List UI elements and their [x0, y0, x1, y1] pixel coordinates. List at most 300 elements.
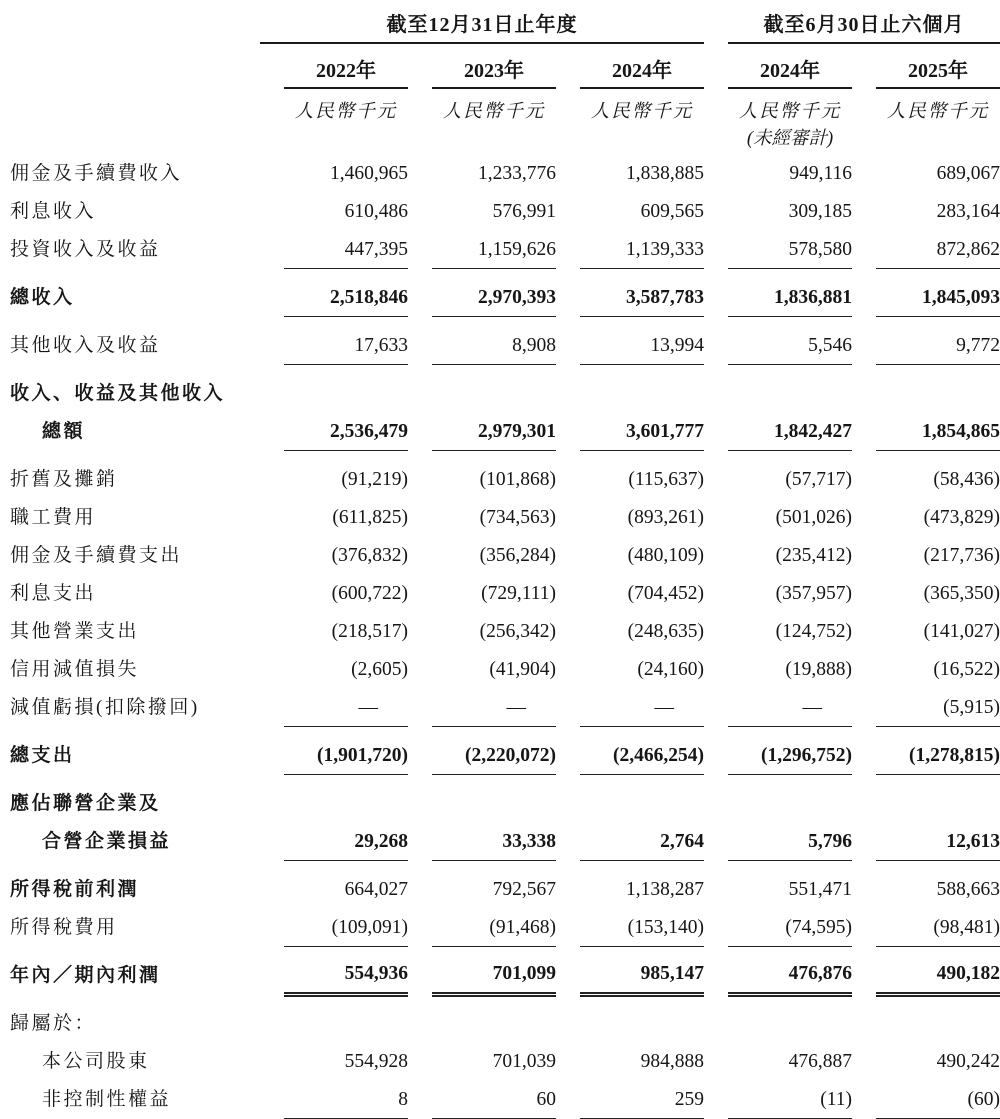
spacer — [852, 268, 876, 316]
value-cell: (480,109) — [627, 545, 705, 566]
table-row — [10, 908, 1000, 946]
row-label: 其他營業支出 — [10, 621, 140, 642]
spacer — [852, 1080, 876, 1118]
value-cell: 701,039 — [492, 1051, 556, 1072]
spacer — [260, 946, 284, 994]
spacer — [852, 822, 876, 860]
spacer — [10, 123, 728, 154]
value-cell: (1,901,720) — [284, 726, 408, 774]
value-cell: 8,908 — [432, 316, 556, 364]
value-cell: 554,928 — [344, 1051, 408, 1072]
value-cell: 984,888 — [640, 1051, 705, 1072]
value-cell: 33,338 — [432, 822, 556, 860]
value-cell: (356,284) — [479, 545, 556, 566]
spacer — [408, 650, 432, 688]
spacer — [852, 364, 876, 412]
spacer — [260, 268, 284, 316]
value-cell: 447,395 — [284, 230, 408, 268]
spacer — [852, 230, 876, 268]
value-cell: (115,637) — [628, 469, 705, 490]
value-cell — [284, 994, 408, 1042]
value-cell: 259 — [580, 1080, 704, 1118]
spacer — [852, 498, 876, 536]
value-cell: (218,517) — [331, 621, 408, 642]
value-cell: (24,160) — [637, 659, 705, 680]
value-cell: (41,904) — [489, 659, 556, 680]
spacer — [260, 860, 284, 908]
spacer — [556, 450, 580, 498]
spacer — [852, 774, 876, 822]
row-label: 年內／期內利潤 — [10, 965, 161, 986]
column-header-2023: 2023年 — [432, 43, 556, 88]
spacer — [408, 822, 432, 860]
table-row — [10, 536, 1000, 574]
spacer — [408, 364, 432, 412]
value-cell: 490,182 — [876, 946, 1000, 994]
table-body — [10, 154, 1000, 1118]
spacer — [852, 860, 876, 908]
spacer — [852, 650, 876, 688]
spacer — [260, 688, 284, 726]
table-row — [10, 726, 1000, 774]
currency-unit: 人民幣千元 — [442, 102, 546, 122]
year-row — [10, 43, 1000, 88]
value-cell: (19,888) — [785, 659, 853, 680]
value-cell: (124,752) — [775, 621, 853, 642]
row-label: 折舊及攤銷 — [10, 469, 118, 490]
value-cell — [432, 774, 556, 822]
spacer — [704, 268, 728, 316]
spacer — [852, 536, 876, 574]
table-row — [10, 154, 1000, 192]
spacer — [852, 450, 876, 498]
value-cell: 872,862 — [876, 230, 1000, 268]
currency-unit: 人民幣千元 — [294, 102, 398, 122]
value-cell: (365,350) — [923, 583, 1000, 604]
value-cell: (141,027) — [923, 621, 1000, 642]
spacer — [556, 774, 580, 822]
spacer — [556, 412, 580, 450]
value-cell: 2,518,846 — [284, 268, 408, 316]
value-cell: (91,468) — [432, 908, 556, 946]
spacer — [556, 908, 580, 946]
value-cell: (235,412) — [775, 545, 853, 566]
spacer — [556, 860, 580, 908]
value-cell: 2,536,479 — [284, 412, 408, 450]
spacer — [408, 612, 432, 650]
spacer — [852, 946, 876, 994]
spacer — [852, 994, 876, 1042]
value-cell: (704,452) — [627, 583, 705, 604]
value-cell — [728, 994, 852, 1042]
value-cell: (600,722) — [331, 583, 408, 604]
value-cell: (248,635) — [627, 621, 705, 642]
value-cell — [432, 994, 556, 1042]
spacer — [260, 994, 284, 1042]
value-cell: 1,138,287 — [626, 879, 705, 900]
value-cell: (1,296,752) — [728, 726, 852, 774]
value-cell — [728, 364, 852, 412]
value-cell: (98,481) — [876, 908, 1000, 946]
spacer — [704, 612, 728, 650]
row-label: 合營企業損益 — [42, 831, 172, 852]
row-label: 利息收入 — [10, 201, 97, 222]
value-cell: 1,854,865 — [876, 412, 1000, 450]
spacer — [852, 43, 876, 88]
table-row — [10, 498, 1000, 536]
value-cell: (473,829) — [923, 507, 1000, 528]
spacer — [704, 908, 728, 946]
table-row — [10, 612, 1000, 650]
value-cell: (734,563) — [479, 507, 556, 528]
table-row — [10, 688, 1000, 726]
value-cell: — — [432, 688, 556, 726]
table-row — [10, 412, 1000, 450]
unit-row — [10, 88, 1000, 123]
table-row — [10, 1042, 1000, 1080]
row-label: 歸屬於： — [10, 1013, 97, 1034]
value-cell: 792,567 — [492, 879, 556, 900]
value-cell: (57,717) — [785, 469, 853, 490]
value-cell: (91,219) — [341, 469, 408, 490]
spacer — [852, 192, 876, 230]
table-row — [10, 574, 1000, 612]
column-header-2024-interim: 2024年 — [728, 43, 852, 88]
value-cell: 1,460,965 — [330, 163, 408, 184]
value-cell: (101,868) — [479, 469, 556, 490]
spacer — [704, 450, 728, 498]
currency-unit: 人民幣千元 — [886, 102, 990, 122]
spacer — [10, 88, 260, 123]
spacer — [852, 412, 876, 450]
spacer — [10, 6, 260, 43]
spacer — [408, 88, 432, 123]
value-cell: 985,147 — [580, 946, 704, 994]
table-row — [10, 1080, 1000, 1118]
spacer — [10, 43, 260, 88]
value-cell: 490,242 — [936, 1051, 1000, 1072]
spacer — [408, 774, 432, 822]
value-cell: (1,278,815) — [876, 726, 1000, 774]
row-label: 減值虧損(扣除撥回) — [10, 697, 200, 718]
table-row — [10, 450, 1000, 498]
column-group-row — [10, 6, 1000, 43]
value-cell: 664,027 — [344, 879, 408, 900]
row-label: 收入、收益及其他收入 — [10, 383, 226, 404]
value-cell: — — [580, 688, 704, 726]
spacer — [408, 450, 432, 498]
spacer — [408, 154, 432, 192]
spacer — [852, 123, 1000, 154]
value-cell: (58,436) — [933, 469, 1000, 490]
spacer — [260, 450, 284, 498]
value-cell — [580, 364, 704, 412]
value-cell: 29,268 — [284, 822, 408, 860]
spacer — [408, 268, 432, 316]
value-cell: 949,116 — [789, 163, 853, 184]
spacer — [704, 946, 728, 994]
row-label: 總額 — [42, 421, 86, 442]
spacer — [704, 650, 728, 688]
value-cell: 283,164 — [936, 201, 1000, 222]
spacer — [260, 908, 284, 946]
spacer — [408, 908, 432, 946]
spacer — [704, 1042, 728, 1080]
value-cell — [580, 994, 704, 1042]
spacer — [704, 774, 728, 822]
spacer — [852, 154, 876, 192]
spacer — [260, 1042, 284, 1080]
spacer — [260, 316, 284, 364]
spacer — [852, 612, 876, 650]
row-label: 本公司股東 — [42, 1051, 150, 1072]
spacer — [408, 994, 432, 1042]
value-cell: (109,091) — [284, 908, 408, 946]
spacer — [704, 1080, 728, 1118]
table-row — [10, 268, 1000, 316]
spacer — [260, 1080, 284, 1118]
spacer — [260, 726, 284, 774]
value-cell: 17,633 — [284, 316, 408, 364]
spacer — [556, 574, 580, 612]
row-label: 其他收入及收益 — [10, 335, 161, 356]
row-label: 總支出 — [10, 745, 75, 766]
spacer — [408, 43, 432, 88]
spacer — [704, 6, 728, 43]
spacer — [260, 498, 284, 536]
value-cell: (5,915) — [876, 688, 1000, 726]
spacer — [408, 316, 432, 364]
value-cell: (60) — [876, 1080, 1000, 1118]
spacer — [704, 154, 728, 192]
spacer — [408, 688, 432, 726]
table-row — [10, 774, 1000, 822]
spacer — [408, 1080, 432, 1118]
value-cell: 2,764 — [580, 822, 704, 860]
spacer — [556, 536, 580, 574]
row-label: 所得稅前利潤 — [10, 879, 140, 900]
spacer — [704, 860, 728, 908]
spacer — [408, 574, 432, 612]
table-row — [10, 860, 1000, 908]
value-cell: 701,099 — [432, 946, 556, 994]
spacer — [852, 1042, 876, 1080]
row-label: 所得稅費用 — [10, 917, 118, 938]
spacer — [260, 574, 284, 612]
spacer — [852, 908, 876, 946]
spacer — [556, 230, 580, 268]
spacer — [556, 650, 580, 688]
value-cell: 12,613 — [876, 822, 1000, 860]
value-cell: (74,595) — [728, 908, 852, 946]
value-cell: (256,342) — [479, 621, 556, 642]
value-cell: — — [284, 688, 408, 726]
spacer — [556, 612, 580, 650]
spacer — [408, 1042, 432, 1080]
value-cell: 1,233,776 — [478, 163, 556, 184]
value-cell: (893,261) — [627, 507, 705, 528]
spacer — [704, 88, 728, 123]
spacer — [556, 994, 580, 1042]
year-group-header: 截至12月31日止年度 — [260, 6, 704, 43]
value-cell: 576,991 — [492, 201, 556, 222]
value-cell: 13,994 — [580, 316, 704, 364]
spacer — [260, 650, 284, 688]
value-cell: 9,772 — [876, 316, 1000, 364]
spacer — [704, 994, 728, 1042]
spacer — [556, 88, 580, 123]
spacer — [260, 154, 284, 192]
spacer — [556, 822, 580, 860]
spacer — [704, 364, 728, 412]
value-cell — [284, 364, 408, 412]
spacer — [408, 946, 432, 994]
unaudited-note: (未經審計) — [746, 129, 834, 149]
table-row — [10, 946, 1000, 994]
value-cell: (376,832) — [331, 545, 408, 566]
spacer — [556, 498, 580, 536]
spacer — [556, 946, 580, 994]
column-header-2022: 2022年 — [284, 43, 408, 88]
income-statement — [10, 6, 1000, 1119]
value-cell: 1,836,881 — [728, 268, 852, 316]
value-cell — [876, 994, 1000, 1042]
table-row — [10, 650, 1000, 688]
row-label: 職工費用 — [10, 507, 97, 528]
spacer — [704, 574, 728, 612]
value-cell — [876, 774, 1000, 822]
value-cell: 3,601,777 — [580, 412, 704, 450]
value-cell — [432, 364, 556, 412]
row-label: 投資收入及收益 — [10, 239, 161, 260]
value-cell: 578,580 — [728, 230, 852, 268]
value-cell: (2,466,254) — [580, 726, 704, 774]
spacer — [260, 536, 284, 574]
value-cell: (611,825) — [332, 507, 408, 528]
value-cell: 610,486 — [344, 201, 408, 222]
spacer — [556, 1042, 580, 1080]
spacer — [704, 316, 728, 364]
value-cell: 2,970,393 — [432, 268, 556, 316]
spacer — [260, 612, 284, 650]
value-cell: 1,845,093 — [876, 268, 1000, 316]
spacer — [260, 43, 284, 88]
table-row — [10, 994, 1000, 1042]
value-cell: 689,067 — [936, 163, 1000, 184]
row-label: 利息支出 — [10, 583, 97, 604]
spacer — [556, 1080, 580, 1118]
value-cell — [284, 774, 408, 822]
value-cell: 60 — [432, 1080, 556, 1118]
value-cell: 5,796 — [728, 822, 852, 860]
value-cell: 1,159,626 — [432, 230, 556, 268]
value-cell: (217,736) — [923, 545, 1000, 566]
spacer — [408, 230, 432, 268]
spacer — [852, 316, 876, 364]
spacer — [556, 364, 580, 412]
currency-unit: 人民幣千元 — [590, 102, 694, 122]
value-cell: (2,605) — [351, 659, 408, 680]
spacer — [408, 412, 432, 450]
spacer — [704, 43, 728, 88]
value-cell: 1,838,885 — [626, 163, 705, 184]
spacer — [260, 774, 284, 822]
value-cell: 8 — [284, 1080, 408, 1118]
spacer — [408, 860, 432, 908]
spacer — [260, 364, 284, 412]
table-row — [10, 230, 1000, 268]
value-cell: — — [728, 688, 852, 726]
value-cell — [728, 774, 852, 822]
column-header-2024: 2024年 — [580, 43, 704, 88]
value-cell: 476,876 — [728, 946, 852, 994]
value-cell: (16,522) — [933, 659, 1000, 680]
spacer — [704, 498, 728, 536]
spacer — [260, 192, 284, 230]
table-row — [10, 364, 1000, 412]
spacer — [852, 574, 876, 612]
spacer — [260, 412, 284, 450]
value-cell: 551,471 — [788, 879, 853, 900]
spacer — [852, 688, 876, 726]
value-cell: 5,546 — [728, 316, 852, 364]
value-cell — [876, 364, 1000, 412]
spacer — [704, 536, 728, 574]
table-row — [10, 316, 1000, 364]
spacer — [704, 192, 728, 230]
unaudited-row — [10, 123, 1000, 154]
value-cell: 2,979,301 — [432, 412, 556, 450]
row-label: 應佔聯營企業及 — [10, 793, 161, 814]
spacer — [408, 498, 432, 536]
spacer — [556, 726, 580, 774]
spacer — [852, 726, 876, 774]
spacer — [704, 230, 728, 268]
six-month-group-header: 截至6月30日止六個月 — [728, 6, 1000, 43]
value-cell: (153,140) — [580, 908, 704, 946]
spacer — [556, 192, 580, 230]
spacer — [260, 230, 284, 268]
spacer — [556, 688, 580, 726]
spacer — [260, 822, 284, 860]
value-cell: (11) — [728, 1080, 852, 1118]
spacer — [556, 316, 580, 364]
value-cell: 609,565 — [640, 201, 705, 222]
spacer — [408, 726, 432, 774]
value-cell: 1,139,333 — [580, 230, 704, 268]
spacer — [260, 88, 284, 123]
spacer — [704, 822, 728, 860]
value-cell: (729,111) — [481, 583, 556, 604]
row-label: 信用減值損失 — [10, 659, 140, 680]
row-label: 總收入 — [10, 287, 75, 308]
row-label: 佣金及手續費收入 — [10, 163, 183, 184]
row-label: 佣金及手續費支出 — [10, 545, 183, 566]
currency-unit: 人民幣千元 — [738, 102, 842, 122]
spacer — [704, 412, 728, 450]
table-row — [10, 192, 1000, 230]
spacer — [852, 88, 876, 123]
row-label: 非控制性權益 — [42, 1089, 172, 1110]
spacer — [408, 536, 432, 574]
table-row — [10, 822, 1000, 860]
value-cell — [580, 774, 704, 822]
value-cell: 476,887 — [788, 1051, 853, 1072]
spacer — [408, 192, 432, 230]
value-cell: 1,842,427 — [728, 412, 852, 450]
spacer — [704, 726, 728, 774]
value-cell: (501,026) — [775, 507, 853, 528]
